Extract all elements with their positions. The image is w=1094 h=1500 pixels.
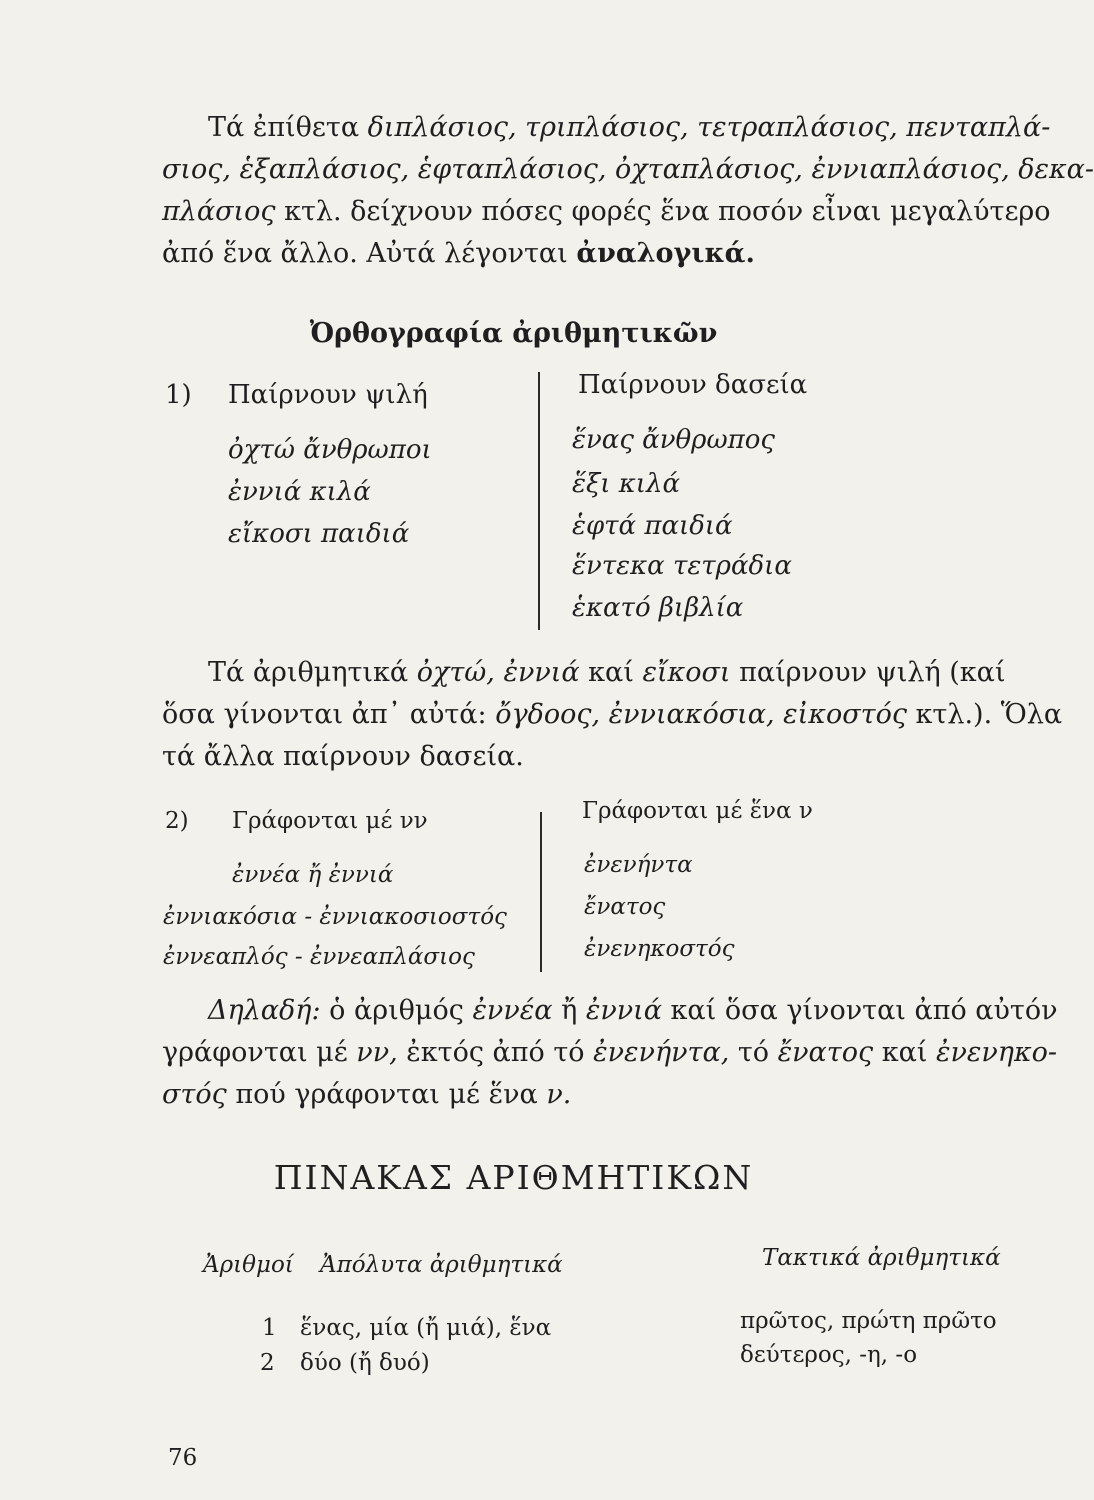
text-run: ὄγδοος, ἐννιακόσια, εἰκοστός <box>495 699 916 730</box>
text-run: ἐννέα <box>472 995 562 1026</box>
block1-right-title: Παίρνουν δασεία <box>578 370 808 400</box>
text-run: ὁ ἀριθμός <box>329 995 473 1026</box>
block1-right-item: ἑκατό βιβλία <box>572 593 744 623</box>
text-run: τό <box>737 1037 778 1068</box>
block2-divider <box>540 812 542 972</box>
text-run: κτλ.). Ὅλα <box>915 699 1063 730</box>
section-heading: Ὀρθογραφία ἀριθμητικῶν <box>309 318 718 349</box>
text-line <box>162 191 1051 233</box>
text-line <box>162 736 992 778</box>
table-header-ordinal: Τακτικά ἀριθμητικά <box>762 1245 1001 1271</box>
text-run: ὅσα γίνονται ἀπ᾽ αὐτά: <box>162 699 496 730</box>
text-run: ἐνενήντα, <box>593 1037 738 1068</box>
text-line <box>162 694 1063 736</box>
text-run: στός <box>162 1079 236 1110</box>
block1-left-title: Παίρνουν ψιλή <box>228 380 428 410</box>
text-run: παίρνουν ψιλή (καί <box>739 657 1006 688</box>
block1-left-item: ἐννιά κιλά <box>228 477 371 507</box>
block2-right-item: ἐνενήντα <box>584 852 693 878</box>
table-title: ΠΙΝΑΚΑΣ ΑΡΙΘΜΗΤΙΚΩΝ <box>273 1158 754 1197</box>
block1-right-item: ἕξι κιλά <box>572 469 681 499</box>
block2-left-item: ἐννεαπλός - ἐννεαπλάσιος <box>163 944 475 970</box>
text-run: Τά ἀριθμητικά <box>208 657 417 688</box>
block2-right-title: Γράφονται μέ ἕνα ν <box>582 798 813 824</box>
paragraph-2 <box>162 652 1063 778</box>
text-line <box>162 652 1006 694</box>
text-run: ἤ <box>561 995 586 1026</box>
text-run: Δηλαδή: <box>208 995 330 1026</box>
block1-left-item: εἴκοσι παιδιά <box>228 519 410 549</box>
block1-right-item: ἕντεκα τετράδια <box>572 551 792 581</box>
table-row-number: 1 <box>262 1315 277 1341</box>
text-run: ἐκτός ἀπό τό <box>406 1037 594 1068</box>
block1-right-item: ἑφτά παιδιά <box>572 511 733 541</box>
block1-divider <box>538 372 540 630</box>
block1-right-item: ἕνας ἄνθρωπος <box>572 425 775 455</box>
text-run: ν. <box>546 1079 572 1110</box>
text-run: πού γράφονται μέ ἕνα <box>235 1079 547 1110</box>
paragraph-3 <box>162 990 1058 1116</box>
block2-left-item: ἐννέα ἤ ἐννιά <box>232 862 394 888</box>
table-header-cardinal: Ἀπόλυτα ἀριθμητικά <box>320 1252 563 1278</box>
block2-right-item: ἐνενηκοστός <box>584 936 735 962</box>
block1-number: 1) <box>165 380 192 410</box>
text-run: κτλ. δείχνουν πόσες φορές ἕνα ποσόν εἶναι μεγαλύτερο <box>284 196 1051 227</box>
text-line <box>162 107 1051 149</box>
table-row-number: 2 <box>260 1350 275 1376</box>
block2-left-title: Γράφονται μέ νν <box>232 808 428 834</box>
text-run: ἀπό ἕνα ἄλλο. Αὐτά λέγονται <box>162 238 577 269</box>
block2-right-item: ἔνατος <box>584 894 666 920</box>
table-row-ordinal: πρῶτος, πρώτη πρῶτο <box>740 1308 997 1334</box>
text-line <box>162 990 1058 1032</box>
text-line <box>162 1032 1058 1074</box>
page-number: 76 <box>168 1445 198 1471</box>
text-run: σιος, ἑξαπλάσιος, ἑφταπλάσιος, ὀχταπλάσιος, ἐννιαπλάσιος, δεκα- <box>162 154 1094 185</box>
text-run: καί <box>881 1037 936 1068</box>
text-line <box>162 1074 992 1116</box>
text-run: ἀναλογικά. <box>576 238 755 269</box>
text-run: Τά ἐπίθετα <box>208 112 368 143</box>
block2-number: 2) <box>165 808 189 834</box>
table-row-cardinal: δύο (ἤ δυό) <box>300 1350 430 1376</box>
text-run: εἴκοσι <box>642 657 740 688</box>
text-run: πλάσιος <box>162 196 285 227</box>
text-run: τά ἄλλα παίρνουν δασεία. <box>162 741 524 772</box>
text-run: γράφονται μέ <box>162 1037 357 1068</box>
text-run: διπλάσιος, τριπλάσιος, τετραπλάσιος, πενταπλά- <box>367 112 1051 143</box>
text-run: καί ὅσα γίνονται ἀπό αὐτόν <box>670 995 1058 1026</box>
text-run: ἐνενηκο- <box>935 1037 1058 1068</box>
table-row-ordinal: δεύτερος, -η, -ο <box>740 1342 918 1368</box>
text-run: ὀχτώ, ἐννιά <box>416 657 589 688</box>
text-run: ἔνατος <box>777 1037 882 1068</box>
text-run: καί <box>588 657 643 688</box>
table-header-numbers: Ἀριθμοί <box>203 1252 294 1278</box>
block1-left-item: ὀχτώ ἄνθρωποι <box>228 435 432 465</box>
intro-paragraph <box>162 107 1094 275</box>
table-row-cardinal: ἕνας, μία (ἤ μιά), ἕνα <box>300 1315 552 1341</box>
text-run: νν, <box>356 1037 407 1068</box>
text-run: ἐννιά <box>585 995 671 1026</box>
block2-left-item: ἐννιακόσια - ἐννιακοσιοστός <box>163 904 507 930</box>
text-line <box>162 149 1094 191</box>
text-line <box>162 233 992 275</box>
